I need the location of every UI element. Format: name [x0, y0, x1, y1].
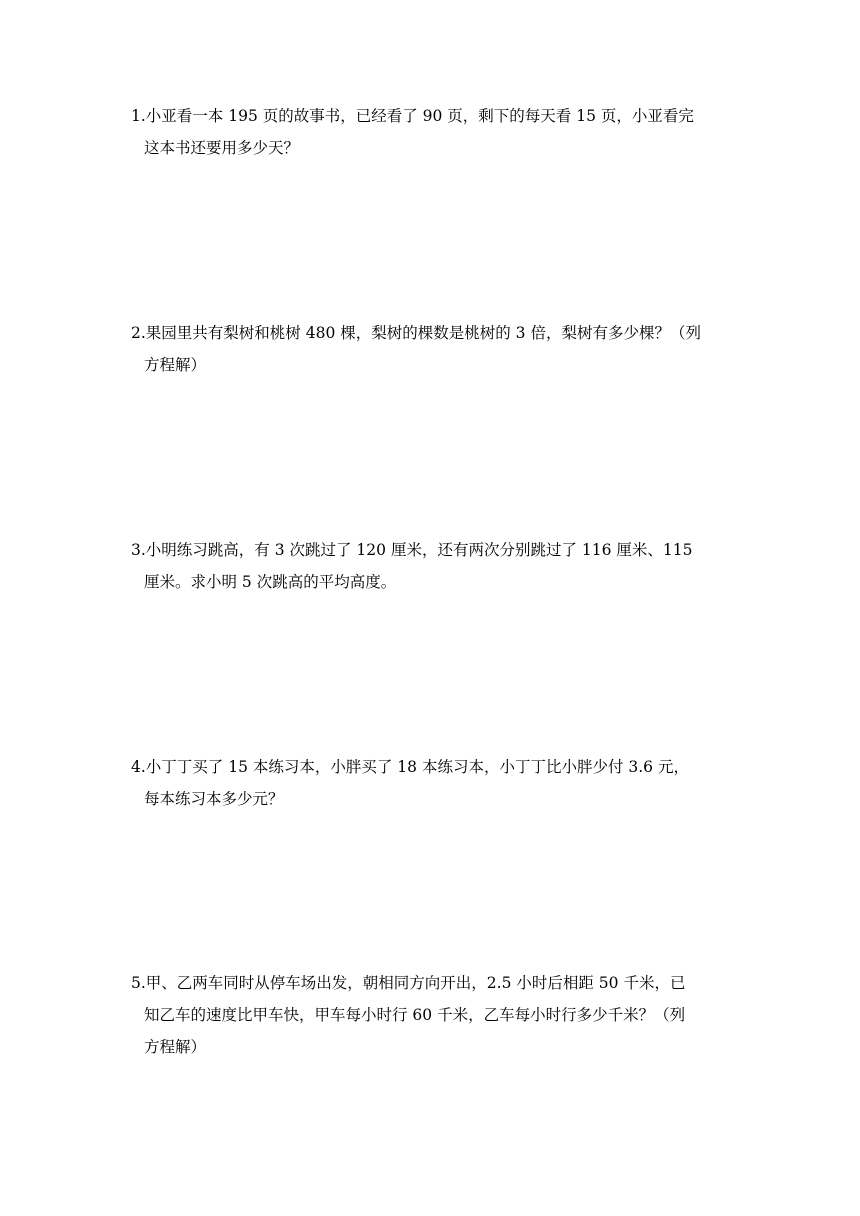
question-5-line-3: 方程解） [144, 1038, 207, 1056]
question-4 [131, 751, 733, 815]
question-2-line-2: 方程解） [144, 356, 207, 374]
question-1-line-1: 1.小亚看一本 195 页的故事书，已经看了 90 页，剩下的每天看 15 页，小亚看完 [131, 107, 694, 125]
question-3-line-2: 厘米。求小明 5 次跳高的平均高度。 [144, 573, 397, 591]
question-2-line-1: 2.果园里共有梨树和桃树 480 棵，梨树的棵数是桃树的 3 倍，梨树有多少棵？（列 [131, 324, 701, 342]
question-3 [131, 534, 733, 598]
question-1 [131, 100, 733, 164]
question-2 [131, 317, 733, 381]
question-4-line-2: 每本练习本多少元？ [144, 790, 284, 808]
question-3-line-1: 3.小明练习跳高，有 3 次跳过了 120 厘米，还有两次分别跳过了 116 厘米、115 [131, 541, 693, 559]
question-4-line-1: 4.小丁丁买了 15 本练习本，小胖买了 18 本练习本，小丁丁比小胖少付 3.6 元， [131, 758, 689, 776]
question-5-line-1: 5.甲、乙两车同时从停车场出发，朝相同方向开出，2.5 小时后相距 50 千米，已 [131, 974, 686, 992]
question-5 [131, 967, 733, 1063]
question-1-line-2: 这本书还要用多少天？ [144, 139, 300, 157]
question-5-line-2: 知乙车的速度比甲车快，甲车每小时行 60 千米，乙车每小时行多少千米？（列 [144, 1006, 686, 1024]
